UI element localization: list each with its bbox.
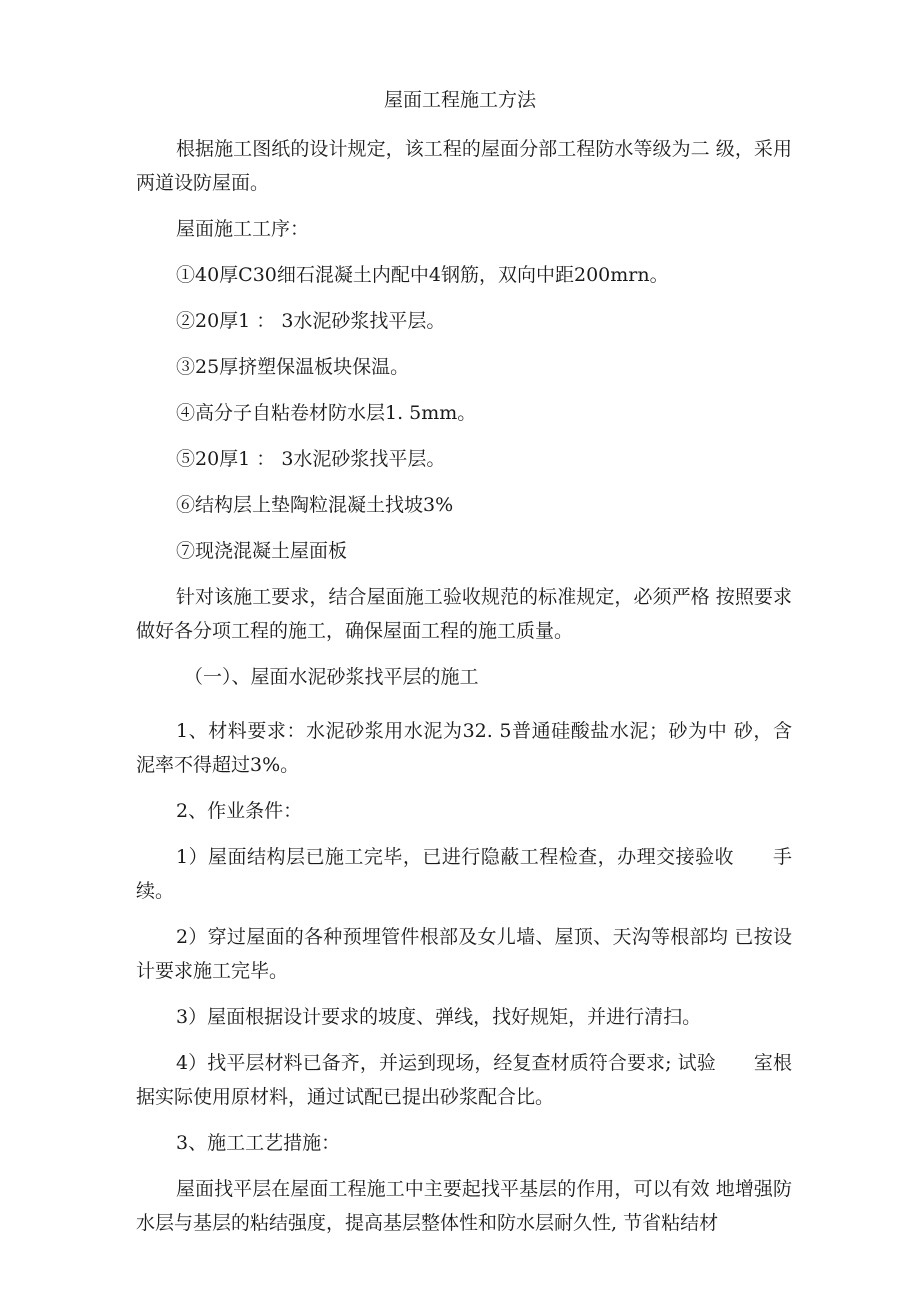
list-item-process-2: ②20厚1 ： 3水泥砂浆找平层。 [176,310,446,332]
list-item-process-5: ⑤20厚1 ： 3水泥砂浆找平层。 [176,448,446,470]
list-item-process-7: ⑦现浇混凝土屋面板 [176,540,348,562]
list-item-process-4: ④高分子自粘卷材防水层1. 5mm。 [176,402,477,424]
paragraph-process-heading: 屋面施工工序： [176,218,310,240]
document-title: 屋面工程施工方法 [383,89,536,111]
section-heading-leveling-layer: （一）、屋面水泥砂浆找平层的施工 [184,666,479,688]
list-item-condition-4: 4）找平层材料已备齐，并运到现场，经复查材质符合要求; 试验 室根据实际使用原材料，通过试配已提出砂浆配合比。 [136,1052,792,1108]
document-body [136,132,792,1252]
list-item-condition-2: 2）穿过屋面的各种预埋管件根部及女儿墙、屋顶、天沟等根部均 已按设计要求施工完毕。 [136,926,792,982]
paragraph-leveling-layer-description: 屋面找平层在屋面工程施工中主要起找平基层的作用，可以有效 地增强防水层与基层的粘结强度，提高基层整体性和防水层耐久性, 节省粘结材 [136,1178,792,1234]
paragraph-material-requirement: 1、材料要求：水泥砂浆用水泥为32. 5普通硅酸盐水泥；砂为中 砂，含泥率不得超过3%。 [136,720,792,776]
list-item-process-3: ③25厚挤塑保温板块保温。 [176,356,410,378]
paragraph-process-measures-heading: 3、施工工艺措施： [176,1132,341,1154]
paragraph-work-conditions-heading: 2、作业条件： [176,800,303,822]
paragraph-design-requirement: 根据施工图纸的设计规定，该工程的屋面分部工程防水等级为二 级，采用两道设防屋面。 [136,138,792,194]
list-item-condition-3: 3）屋面根据设计要求的坡度、弹线，找好规矩，并进行清扫。 [176,1006,702,1028]
list-item-condition-1: 1）屋面结构层已施工完毕，已进行隐蔽工程检查，办理交接验收 手续。 [136,846,792,902]
paragraph-quality-requirement: 针对该施工要求，结合屋面施工验收规范的标准规定，必须严格 按照要求做好各分项工程的施工，确保屋面工程的施工质量。 [136,586,792,642]
list-item-process-1: ①40厚C30细石混凝土内配中4钢筋，双向中距200mrn。 [176,264,669,286]
list-item-process-6: ⑥结构层上垫陶粒混凝土找坡3% [176,494,454,516]
